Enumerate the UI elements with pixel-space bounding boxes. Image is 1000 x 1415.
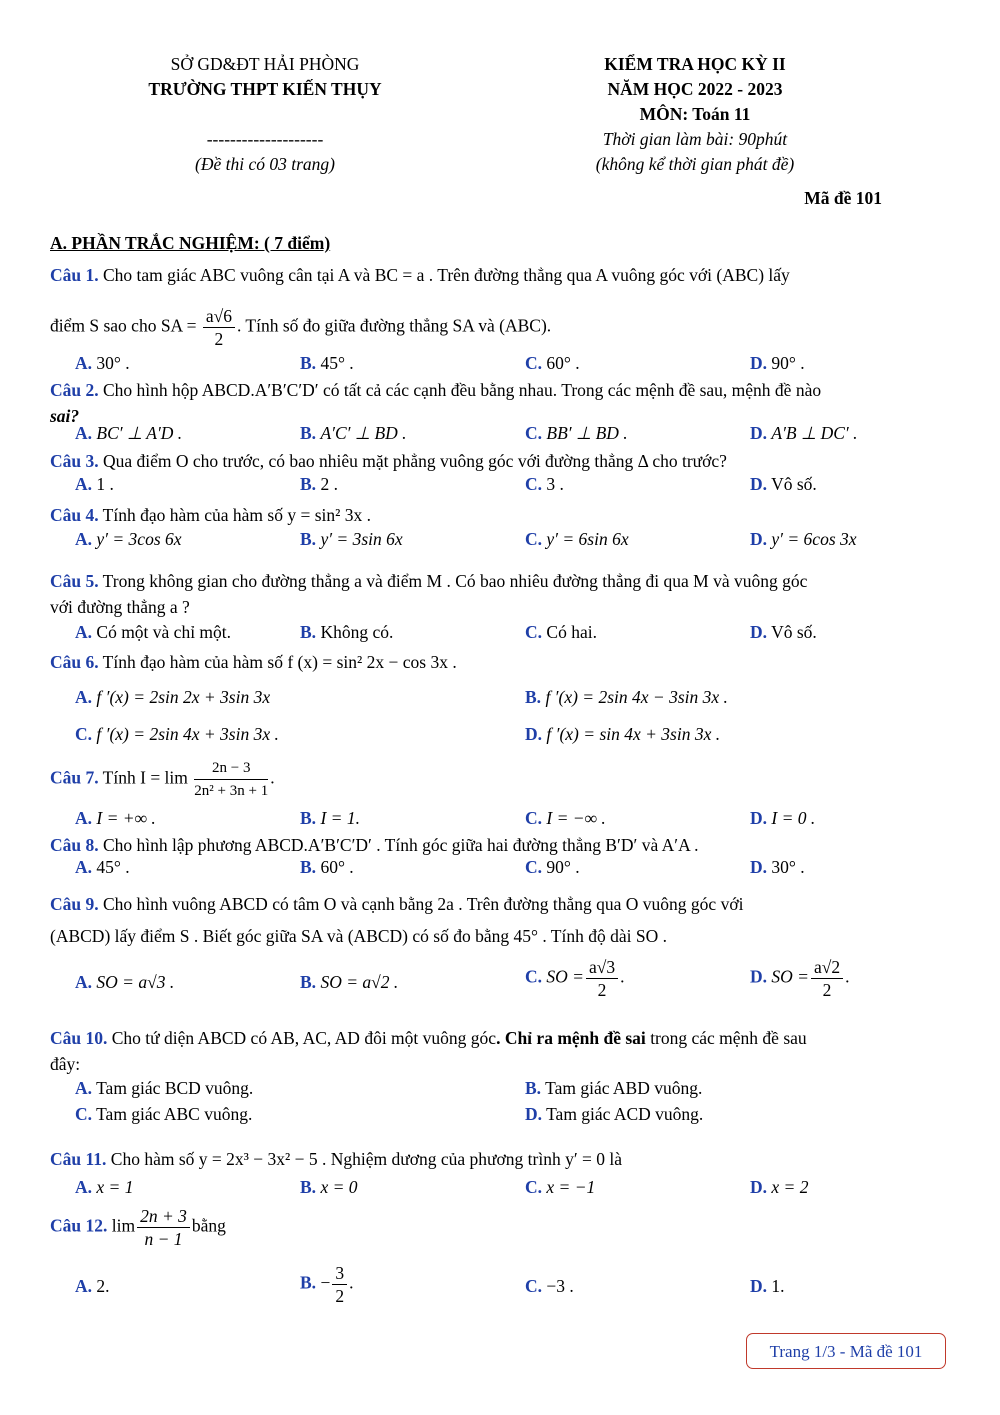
question-8	[50, 832, 952, 858]
question-label: Câu 11.	[50, 1149, 107, 1169]
option-a[interactable]: A. I = +∞ .	[75, 808, 156, 828]
option-d[interactable]: D. Vô số.	[750, 622, 817, 642]
option-b[interactable]: B. − $\frac{3}{2}$ .	[300, 1263, 354, 1306]
question-text: Qua điểm O cho trước, có bao nhiêu mặt phẳng vuông góc với đường thẳng Δ cho trước?	[98, 451, 727, 471]
question-text: Cho tứ diện ABCD có AB, AC, AD đôi một vuông góc	[107, 1028, 497, 1048]
question-label: Câu 8.	[50, 835, 99, 855]
option-d[interactable]: D. y′ = 6cos 3x	[750, 529, 857, 549]
option-b[interactable]: B. Không có.	[300, 622, 394, 642]
school-year: NĂM HỌC 2022 - 2023	[607, 79, 783, 99]
option-d[interactable]: D. I = 0 .	[750, 808, 816, 828]
answers-3	[0, 474, 1000, 500]
question-text: sai?	[50, 406, 80, 426]
fraction: $\frac{2n + 3}{n - 1}$	[137, 1205, 190, 1250]
option-a[interactable]: A. 1 .	[75, 474, 114, 494]
exam-code: Mã đề 101	[804, 188, 882, 208]
option-c[interactable]: C. 60° .	[525, 353, 580, 373]
answers-12	[0, 1263, 1000, 1306]
answers-1	[0, 353, 1000, 379]
option-b[interactable]: B. SO = a√2 .	[300, 972, 399, 992]
question-11	[50, 1146, 952, 1172]
option-a[interactable]: A. Có một và chỉ một.	[75, 622, 232, 642]
question-label: Câu 9.	[50, 894, 99, 914]
answers-8	[0, 857, 1000, 883]
fraction: $\frac{2n - 3}{\text{2n² + 3n + 1}}$	[194, 757, 268, 802]
option-a[interactable]: A. Tam giác BCD vuông.	[75, 1078, 254, 1098]
option-c[interactable]: C. Tam giác ABC vuông.	[75, 1104, 253, 1124]
option-b[interactable]: B. x = 0	[300, 1177, 358, 1197]
question-text: Tính đạo hàm của hàm số f (x) = sin² 2x − cos 3x .	[98, 652, 457, 672]
option-c[interactable]: C. 3 .	[525, 474, 564, 494]
option-d[interactable]: D. 30° .	[750, 857, 805, 877]
question-12: Câu 12. lim $\frac{2n + 3}{n - 1}$ bằng	[50, 1206, 226, 1249]
option-c[interactable]: C. x = −1	[525, 1177, 596, 1197]
option-c[interactable]: C. −3 .	[525, 1276, 574, 1296]
option-d[interactable]: D. f ′(x) = sin 4x + 3sin 3x .	[525, 724, 721, 744]
option-a[interactable]: A. 2.	[75, 1276, 110, 1296]
question-6	[50, 649, 952, 675]
question-text: Cho hình vuông ABCD có tâm O và cạnh bằng 2a . Trên đường thẳng qua O vuông góc với	[98, 894, 744, 914]
question-text: Cho hàm số y = 2x³ − 3x² − 5 . Nghiệm dương của phương trình y′ = 0 là	[106, 1149, 623, 1169]
option-b[interactable]: B. A′C′ ⊥ BD .	[300, 423, 407, 443]
question-label: Câu 3.	[50, 451, 99, 471]
option-c[interactable]: C. 90° .	[525, 857, 580, 877]
option-d[interactable]: D. A′B ⊥ DC′ .	[750, 423, 858, 443]
option-a[interactable]: A. SO = a√3 .	[75, 972, 175, 992]
question-4	[50, 502, 952, 528]
exam-title: KIỂM TRA HỌC KỲ II	[604, 54, 786, 74]
section-title: A. PHẦN TRẮC NGHIỆM: ( 7 điểm)	[50, 233, 331, 253]
option-b[interactable]: B. 60° .	[300, 857, 354, 877]
fraction: $\frac{a√2}{2}$	[811, 956, 843, 1001]
option-c[interactable]: C. I = −∞ .	[525, 808, 606, 828]
option-a[interactable]: A. x = 1	[75, 1177, 134, 1197]
question-text: Cho hình hộp ABCD.A′B′C′D′ có tất cả các cạnh đều bằng nhau. Trong các mệnh đề sau, mệnh đề nào	[98, 380, 822, 400]
answers-10-row1	[0, 1078, 1000, 1104]
question-text: điểm S sao cho SA =	[50, 315, 197, 336]
fraction: $\frac{3}{2}$	[332, 1262, 347, 1307]
header-right	[550, 52, 840, 177]
option-b[interactable]: B. Tam giác ABD vuông.	[525, 1078, 703, 1098]
page-footer: Trang 1/3 - Mã đề 101	[746, 1333, 946, 1369]
pages-note: (Đề thi có 03 trang)	[195, 154, 335, 174]
option-d[interactable]: D. SO = $\frac{a√2}{2}$ .	[750, 957, 850, 1000]
question-text: Tính I = lim	[98, 767, 188, 788]
answers-7	[0, 808, 1000, 834]
answers-11	[0, 1177, 1000, 1203]
option-a[interactable]: A. 45° .	[75, 857, 130, 877]
option-c[interactable]: C. SO = $\frac{a√3}{2}$ .	[525, 957, 625, 1000]
option-a[interactable]: A. y′ = 3cos 6x	[75, 529, 182, 549]
question-3	[50, 448, 952, 474]
question-label: Câu 5.	[50, 571, 99, 591]
question-9-line2	[50, 923, 952, 949]
question-10: Câu 10. Cho tứ diện ABCD có AB, AC, AD đôi một vuông góc. Chỉ ra mệnh đề sai trong các mệnh đề sau đây:	[50, 1028, 807, 1074]
option-d[interactable]: D. Vô số.	[750, 474, 817, 494]
question-text: Cho tam giác ABC vuông cân tại A và BC = a . Trên đường thẳng qua A vuông góc với (ABC) lấy	[98, 265, 790, 285]
question-text: lim	[107, 1215, 136, 1236]
option-c[interactable]: C. BB′ ⊥ BD .	[525, 423, 628, 443]
question-1-line2	[50, 305, 952, 350]
question-label: Câu 7.	[50, 767, 99, 788]
duration: Thời gian làm bài: 90phút	[602, 129, 788, 149]
option-b[interactable]: B. y′ = 3sin 6x	[300, 529, 403, 549]
answers-6-row1	[0, 687, 1000, 713]
question-label: Câu 1.	[50, 265, 99, 285]
option-d[interactable]: D. 1.	[750, 1276, 785, 1296]
answers-6-row2	[0, 724, 1000, 750]
option-b[interactable]: B. I = 1.	[300, 808, 360, 828]
question-label: Câu 10.	[50, 1028, 108, 1048]
question-1	[50, 262, 952, 288]
option-c[interactable]: C. Có hai.	[525, 622, 597, 642]
department: SỞ GD&ĐT HẢI PHÒNG	[170, 54, 360, 74]
question-text: với đường thẳng a ?	[50, 597, 190, 617]
question-label: Câu 4.	[50, 505, 99, 525]
question-text: Trong không gian cho đường thẳng a và điểm M . Có bao nhiêu đường thẳng đi qua M và vuông góc	[98, 571, 808, 591]
question-label: Câu 12.	[50, 1215, 108, 1236]
answers-4	[0, 529, 1000, 555]
option-d[interactable]: D. 90° .	[750, 353, 805, 373]
option-a[interactable]: A. 30° .	[75, 353, 130, 373]
question-2	[50, 377, 952, 429]
option-d[interactable]: D. x = 2	[750, 1177, 809, 1197]
question-text: Cho hình lập phương ABCD.A′B′C′D′ . Tính góc giữa hai đường thẳng B′D′ và A′A .	[98, 835, 699, 855]
divider: --------------------	[206, 129, 324, 149]
question-9	[50, 891, 952, 917]
answers-10-row2	[0, 1104, 1000, 1130]
answers-5	[0, 622, 1000, 648]
answers-2	[0, 423, 1000, 449]
question-label: Câu 2.	[50, 380, 99, 400]
option-a[interactable]: A. f ′(x) = 2sin 2x + 3sin 3x	[75, 687, 271, 707]
question-text: Tính đạo hàm của hàm số y = sin² 3x .	[98, 505, 372, 525]
option-b[interactable]: B. 45° .	[300, 353, 354, 373]
question-text: (ABCD) lấy điểm S . Biết góc giữa SA và (ABCD) có số đo bằng 45° . Tính độ dài SO .	[50, 926, 667, 946]
question-text: đây:	[50, 1054, 81, 1074]
duration-note: (không kể thời gian phát đề)	[595, 154, 795, 174]
question-5	[50, 568, 952, 620]
answers-9	[0, 957, 1000, 1000]
header-left	[130, 52, 400, 177]
option-c[interactable]: C. f ′(x) = 2sin 4x + 3sin 3x .	[75, 724, 279, 744]
option-b[interactable]: B. f ′(x) = 2sin 4x − 3sin 3x .	[525, 687, 728, 707]
fraction: $\frac{a√3}{2}$	[586, 956, 618, 1001]
option-c[interactable]: C. y′ = 6sin 6x	[525, 529, 629, 549]
question-7: Câu 7. Tính I = lim $\frac{2n - 3}{\text{2n² + 3n + 1}}$ .	[50, 757, 952, 802]
option-d[interactable]: D. Tam giác ACD vuông.	[525, 1104, 704, 1124]
option-a[interactable]: A. BC′ ⊥ A′D .	[75, 423, 183, 443]
question-text: . Tính số đo giữa đường thẳng SA và (ABC).	[236, 315, 552, 336]
fraction: $\frac{a√6}{2}$	[203, 305, 235, 350]
school-name: TRƯỜNG THPT KIẾN THỤY	[148, 79, 382, 99]
option-b[interactable]: B. 2 .	[300, 474, 338, 494]
question-label: Câu 6.	[50, 652, 99, 672]
subject: MÔN: Toán 11	[639, 104, 751, 124]
